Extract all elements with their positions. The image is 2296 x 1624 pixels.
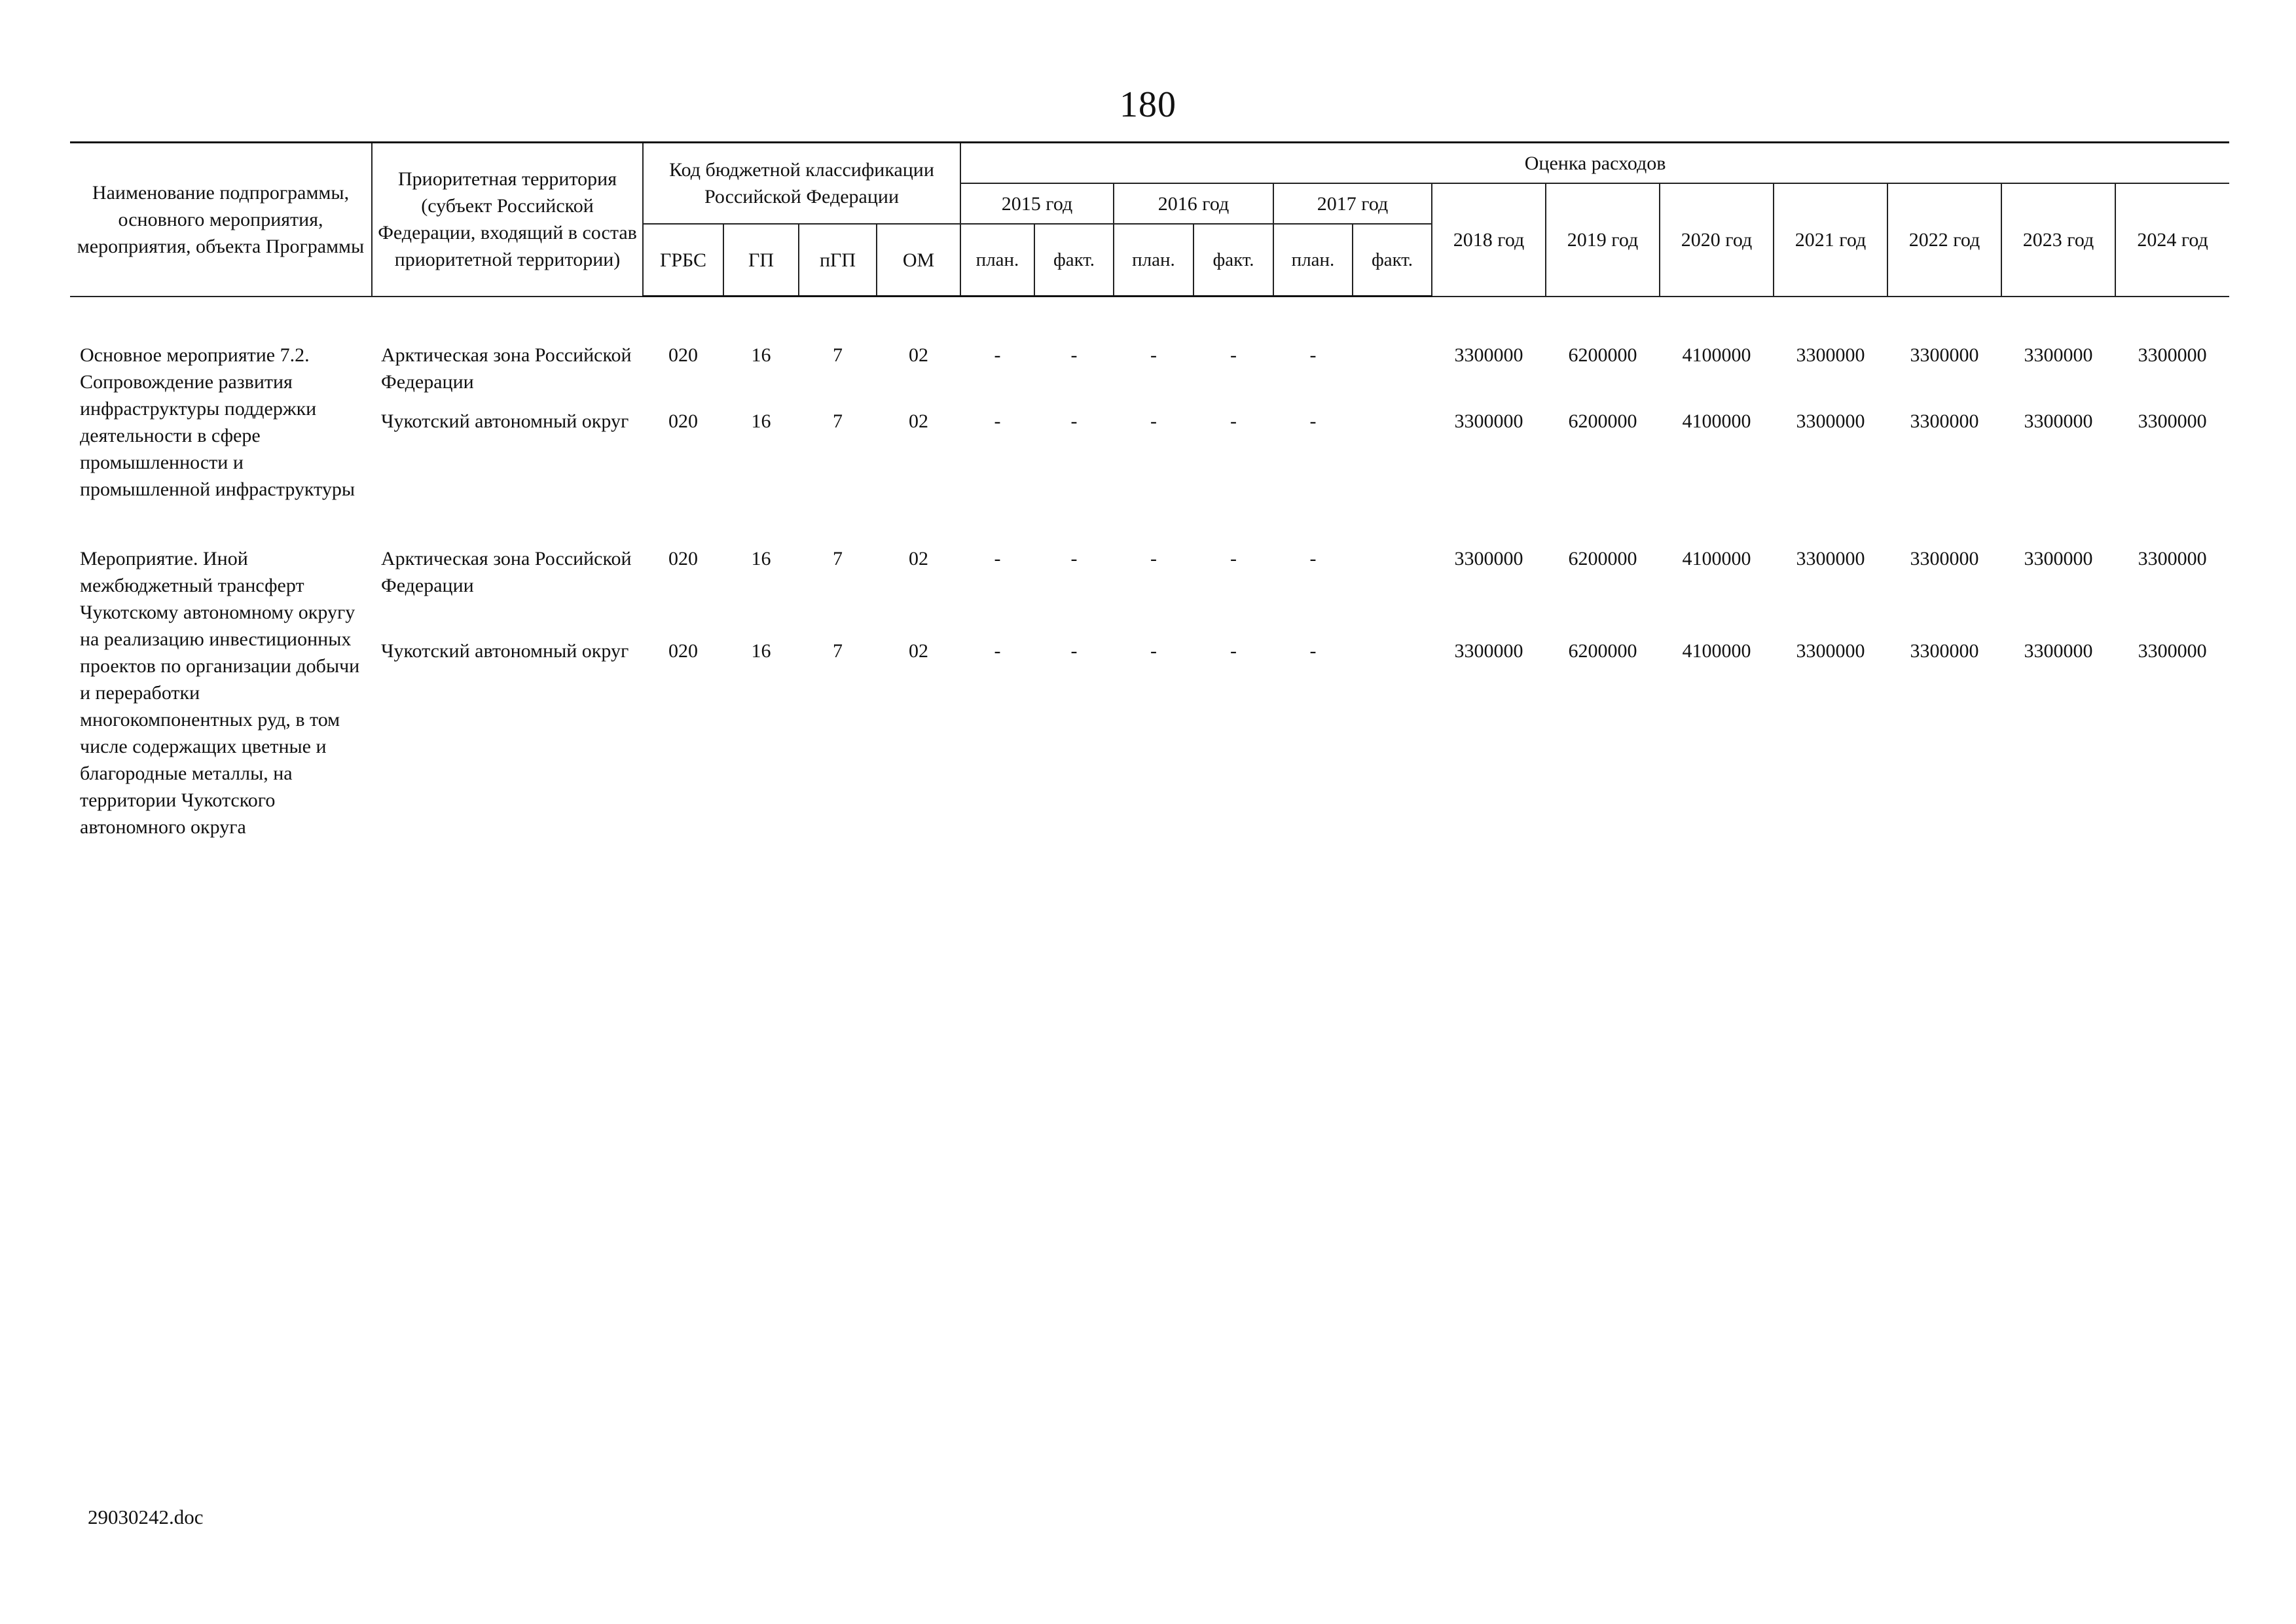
code-om-cell: 02 <box>909 548 928 569</box>
header-year-2021: 2021 год <box>1774 183 1887 297</box>
header-year-2018: 2018 год <box>1432 183 1546 297</box>
header-fact-2015: факт. <box>1034 224 1114 297</box>
header-code-om: ОМ <box>877 224 960 297</box>
value-2023-cell: 3300000 <box>2024 548 2093 569</box>
code-gp-cell: 16 <box>751 410 771 432</box>
value-2021-cell: 3300000 <box>1796 548 1865 569</box>
value-2024-cell: 3300000 <box>2138 410 2207 432</box>
code-grbs-cell: 020 <box>668 548 698 569</box>
fact-2016-cell: - <box>1230 410 1237 432</box>
code-grbs-cell: 020 <box>668 344 698 366</box>
value-2019-cell: 6200000 <box>1568 548 1637 569</box>
header-plan-2015: план. <box>960 224 1034 297</box>
header-budget-code: Код бюджетной классификации Российской Федерации <box>643 143 960 225</box>
code-om-cell: 02 <box>909 640 928 662</box>
header-territory: Приоритетная территория (субъект Российской Федерации, входящий в состав приоритетной территории) <box>372 143 643 297</box>
territory-cell: Арктическая зона Российской Федерации <box>381 344 632 393</box>
fact-2016-cell: - <box>1230 548 1237 569</box>
territory-cell: Арктическая зона Российской Федерации <box>381 548 632 596</box>
code-om-cell: 02 <box>909 410 928 432</box>
code-grbs-cell: 020 <box>668 410 698 432</box>
header-year-2020: 2020 год <box>1660 183 1774 297</box>
page-number: 180 <box>1120 84 1176 125</box>
code-gp-cell: 16 <box>751 548 771 569</box>
code-pgp-cell: 7 <box>833 410 843 432</box>
fact-2015-cell: - <box>1070 548 1078 569</box>
fact-2017-cell <box>1353 339 1432 405</box>
plan-2017-cell: - <box>1309 410 1317 432</box>
fact-2016-cell: - <box>1230 640 1237 662</box>
value-2019-cell: 6200000 <box>1568 344 1637 366</box>
value-2024-cell: 3300000 <box>2138 640 2207 662</box>
header-code-gp: ГП <box>723 224 799 297</box>
code-gp-cell: 16 <box>751 344 771 366</box>
territory-cell: Чукотский автономный округ <box>381 640 629 662</box>
table-row <box>70 635 2229 910</box>
plan-2016-cell: - <box>1150 410 1157 432</box>
header-year-2024: 2024 год <box>2115 183 2229 297</box>
header-fact-2017: факт. <box>1353 224 1432 297</box>
plan-2017-cell: - <box>1309 640 1317 662</box>
value-2023-cell: 3300000 <box>2024 640 2093 662</box>
value-2021-cell: 3300000 <box>1796 640 1865 662</box>
plan-2015-cell: - <box>994 410 1001 432</box>
header-year-2022: 2022 год <box>1887 183 2001 297</box>
value-2023-cell: 3300000 <box>2024 410 2093 432</box>
value-2022-cell: 3300000 <box>1910 344 1979 366</box>
value-2020-cell: 4100000 <box>1682 548 1751 569</box>
value-2018-cell: 3300000 <box>1454 640 1523 662</box>
fact-2015-cell: - <box>1070 640 1078 662</box>
header-plan-2017: план. <box>1273 224 1353 297</box>
value-2021-cell: 3300000 <box>1796 410 1865 432</box>
budget-table <box>70 141 2229 910</box>
plan-2016-cell: - <box>1150 548 1157 569</box>
header-year-2016: 2016 год <box>1114 183 1273 224</box>
header-year-2019: 2019 год <box>1546 183 1660 297</box>
header-code-pgp: пГП <box>799 224 877 297</box>
footer-filename: 29030242.doc <box>88 1506 204 1528</box>
plan-2015-cell: - <box>994 640 1001 662</box>
value-2020-cell: 4100000 <box>1682 640 1751 662</box>
value-2019-cell: 6200000 <box>1568 640 1637 662</box>
header-year-2017: 2017 год <box>1273 183 1432 224</box>
header-plan-2016: план. <box>1114 224 1194 297</box>
table-row <box>70 405 2229 543</box>
fact-2017-cell <box>1353 543 1432 635</box>
value-2020-cell: 4100000 <box>1682 410 1751 432</box>
header-year-2023: 2023 год <box>2001 183 2115 297</box>
plan-2015-cell: - <box>994 548 1001 569</box>
value-2018-cell: 3300000 <box>1454 548 1523 569</box>
plan-2015-cell: - <box>994 344 1001 366</box>
plan-2017-cell: - <box>1309 548 1317 569</box>
group-name: Мероприятие. Иной межбюджетный трансферт Чукотскому автономному округу на реализацию инвестиционных проектов по организации добычи и переработки многокомпонентных руд, в том числе содержащих цветные и благородные металлы, на территории Чукотского автономного округа <box>80 548 360 838</box>
header-name: Наименование подпрограммы, основного мероприятия, мероприятия, объекта Программы <box>70 143 372 297</box>
value-2024-cell: 3300000 <box>2138 344 2207 366</box>
code-om-cell: 02 <box>909 344 928 366</box>
plan-2016-cell: - <box>1150 640 1157 662</box>
code-pgp-cell: 7 <box>833 548 843 569</box>
plan-2016-cell: - <box>1150 344 1157 366</box>
header-fact-2016: факт. <box>1194 224 1273 297</box>
value-2020-cell: 4100000 <box>1682 344 1751 366</box>
fact-2015-cell: - <box>1070 344 1078 366</box>
code-pgp-cell: 7 <box>833 344 843 366</box>
value-2022-cell: 3300000 <box>1910 640 1979 662</box>
value-2023-cell: 3300000 <box>2024 344 2093 366</box>
value-2018-cell: 3300000 <box>1454 344 1523 366</box>
header-year-2015: 2015 год <box>960 183 1114 224</box>
value-2022-cell: 3300000 <box>1910 410 1979 432</box>
value-2022-cell: 3300000 <box>1910 548 1979 569</box>
value-2021-cell: 3300000 <box>1796 344 1865 366</box>
fact-2017-cell <box>1353 405 1432 543</box>
plan-2017-cell: - <box>1309 344 1317 366</box>
table-body <box>70 297 2229 911</box>
fact-2016-cell: - <box>1230 344 1237 366</box>
table-row <box>70 339 2229 405</box>
header-code-grbs: ГРБС <box>643 224 723 297</box>
code-gp-cell: 16 <box>751 640 771 662</box>
value-2018-cell: 3300000 <box>1454 410 1523 432</box>
value-2024-cell: 3300000 <box>2138 548 2207 569</box>
table-row <box>70 543 2229 635</box>
territory-cell: Чукотский автономный округ <box>381 410 629 432</box>
code-grbs-cell: 020 <box>668 640 698 662</box>
fact-2017-cell <box>1353 635 1432 910</box>
header-expense: Оценка расходов <box>960 143 2229 184</box>
value-2019-cell: 6200000 <box>1568 410 1637 432</box>
code-pgp-cell: 7 <box>833 640 843 662</box>
fact-2015-cell: - <box>1070 410 1078 432</box>
group-name: Основное мероприятие 7.2. Сопровождение развития инфраструктуры поддержки деятельности в сфере промышленности и промышленной инфраструктуры <box>80 344 355 500</box>
